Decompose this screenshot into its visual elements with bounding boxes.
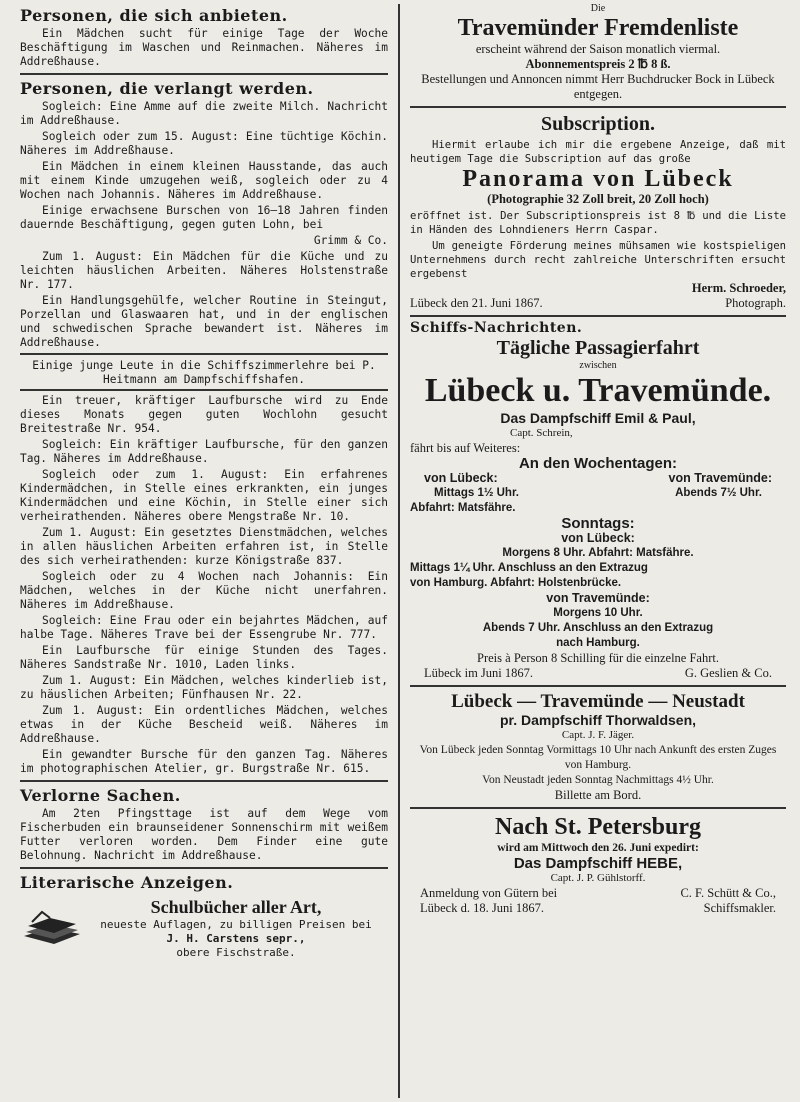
ad-text: Ein Handlungsgehülfe, welcher Routine in Steingut, Porzellan und Glaswaaren hat, und in der englischen und schwedischen Sprache bewandert ist. Näheres im Addreßhause. xyxy=(20,294,388,349)
hebe-steamer: Das Dampfschiff HEBE, xyxy=(513,855,683,872)
subscription-title: Subscription. xyxy=(541,113,655,135)
subscription-signature: Herm. Schroeder, xyxy=(691,281,786,295)
captain: Capt. Schrein, xyxy=(510,427,573,439)
sundays-heading: Sonntags: xyxy=(561,515,635,532)
sunday-midday-cont: von Hamburg. Abfahrt: Holstenbrücke. xyxy=(410,577,622,589)
petersburg-date: Lübeck d. 18. Juni 1867. xyxy=(420,901,544,915)
route-signature: G. Geslien & Co. xyxy=(684,666,772,680)
divider xyxy=(410,315,786,317)
divider xyxy=(20,867,388,869)
bookseller-line: neueste Auflagen, zu billigen Preisen bei xyxy=(100,918,372,931)
ad-text: Sogleich oder zu 4 Wochen nach Johannis: Ein Mädchen, welches in der Küche nicht unerfahren. Näheres im Addreßhause. xyxy=(20,570,388,611)
agent-name: C. F. Schütt & Co., xyxy=(680,886,776,900)
sunday-from-luebeck: von Lübeck: xyxy=(561,531,635,545)
right-column xyxy=(410,0,786,916)
divider xyxy=(410,807,786,809)
sunday-morning-2: Morgens 10 Uhr. xyxy=(553,607,643,619)
ad-text: Ein Laufbursche für einige Stunden des Tages. Näheres Sandstraße Nr. 1010, Laden links. xyxy=(20,644,388,671)
left-column xyxy=(20,0,388,960)
fremdenliste-line: erscheint während der Saison monatlich viermal. xyxy=(475,42,721,56)
ad-text: Sogleich: Eine Frau oder ein bejahrtes Mädchen, auf halbe Tage. Näheres Trave bei der Essengrube Nr. 777. xyxy=(20,614,388,641)
shipping-news-heading: Schiffs-Nachrichten. xyxy=(410,320,583,336)
thorwaldsen-line: Von Lübeck jeden Sonntag Vormittags 10 Uhr nach Ankunft des ersten Zuges von Hamburg. xyxy=(419,744,777,771)
thorwaldsen-tickets: Billette am Bord. xyxy=(554,788,642,802)
panorama-title: Panorama von Lübeck xyxy=(462,166,734,192)
divider xyxy=(20,780,388,782)
bookseller-title: Schulbücher aller Art, xyxy=(150,897,322,917)
ad-text: Zum 1. August: Ein Mädchen für die Küche und zu leichten häuslichen Arbeiten. Näheres Holstenstraße Nr. 177. xyxy=(20,250,388,291)
section-heading-literary: Literarische Anzeigen. xyxy=(20,873,234,892)
die-label: Die xyxy=(590,3,606,14)
agent-role: Schiffsmakler. xyxy=(703,901,776,915)
weekdays-heading: An den Wochentagen: xyxy=(518,455,678,472)
ad-text: Sogleich: Ein kräftiger Laufbursche, für den ganzen Tag. Näheres im Addreßhause. xyxy=(20,438,388,465)
sunday-evening: Abends 7 Uhr. Anschluss an den Extrazug xyxy=(482,622,714,634)
ad-text: Ein Mädchen in einem kleinen Hausstande, das auch mit einem Kinde umzugehen weiß, sogleich oder zu 4 Wochen nach Johannis. Näheres im Addreßhause. xyxy=(20,160,388,201)
thorwaldsen-line: Von Neustadt jeden Sonntag Nachmittags 4½ Uhr. xyxy=(482,774,714,786)
route-title: Lübeck u. Travemünde. xyxy=(424,372,772,409)
ad-signature: Grimm & Co. xyxy=(313,234,388,247)
book-icon xyxy=(20,906,84,950)
from-luebeck: von Lübeck: xyxy=(424,471,498,485)
thorwaldsen-steamer: pr. Dampfschiff Thorwaldsen, xyxy=(499,712,697,728)
sunday-from-travemuende: von Travemünde: xyxy=(546,591,650,605)
section-heading-wanted: Personen, die verlangt werden. xyxy=(20,79,314,98)
subscription-role: Photograph. xyxy=(725,296,786,310)
weekday-midday: Mittags 1½ Uhr. xyxy=(434,487,519,499)
divider xyxy=(20,73,388,75)
subscription-text: Hiermit erlaube ich mir die ergebene Anzeige, daß mit heutigem Tage die Subscription auf das große xyxy=(410,139,786,165)
sunday-midday: Mittags 1¼ Uhr. Anschluss an den Extrazug xyxy=(410,562,648,574)
freight-note: Anmeldung von Gütern bei xyxy=(420,886,558,900)
section-heading-offers: Personen, die sich anbieten. xyxy=(20,6,288,25)
divider xyxy=(410,685,786,687)
ad-text: Einige erwachsene Burschen von 16—18 Jahren finden dauernde Beschäftigung, gegen guten Lohn, bei xyxy=(20,204,388,231)
boxed-ad xyxy=(20,353,388,391)
column-divider xyxy=(398,4,400,1098)
sunday-morning: Morgens 8 Uhr. Abfahrt: Matsfähre. xyxy=(502,547,694,559)
fare: Preis à Person 8 Schilling für die einzelne Fahrt. xyxy=(477,651,719,665)
thorwaldsen-captain: Capt. J. F. Jäger. xyxy=(561,729,635,741)
section-heading-lost: Verlorne Sachen. xyxy=(20,786,181,805)
subscription-date: Lübeck den 21. Juni 1867. xyxy=(410,296,543,310)
fremdenliste-orders: Bestellungen und Annoncen nimmt Herr Buchdrucker Bock in Lübeck entgegen. xyxy=(421,72,775,101)
ad-text: Zum 1. August: Ein gesetztes Dienstmädchen, welches in allen häuslichen Arbeiten erfahren ist, in Stelle des sich verheirathenden: kurze Königstraße 837. xyxy=(20,526,388,567)
ad-text: Sogleich: Eine Amme auf die zweite Milch. Nachricht im Addreßhause. xyxy=(20,100,388,127)
ad-text: Ein gewandter Bursche für den ganzen Tag. Näheres im photographischen Atelier, gr. Burgstraße Nr. 615. xyxy=(20,748,388,775)
weekday-evening: Abends 7½ Uhr. xyxy=(675,487,762,499)
fremdenliste-title: Travemünder Fremdenliste xyxy=(457,15,739,41)
schedule-intro: fährt bis auf Weiteres: xyxy=(410,441,521,455)
ad-text: Sogleich oder zum 1. August: Ein erfahrenes Kindermädchen, in Stelle eines erkrankten, ein junges Kindermädchen und eine Köchin, in Stelle einer sich verheirathenden. Näheres obere Mengstraße Nr. 10. xyxy=(20,468,388,523)
hebe-captain: Capt. J. P. Gühlstorff. xyxy=(550,872,646,884)
fremdenliste-price: Abonnementspreis 2 ℔ 8 ß. xyxy=(525,57,671,71)
ad-text: Ein treuer, kräftiger Laufbursche wird zu Ende dieses Monats gegen guten Wochlohn gesucht Breitestraße Nr. 954. xyxy=(20,394,388,435)
bookseller-name: J. H. Carstens sepr., xyxy=(166,932,306,945)
divider xyxy=(410,106,786,108)
boxed-ad-text: Einige junge Leute in die Schiffszimmerlehre bei P. Heitmann am Dampfschiffshafen. xyxy=(32,359,376,386)
route-date: Lübeck im Juni 1867. xyxy=(424,666,534,680)
petersburg-title: Nach St. Petersburg xyxy=(495,814,701,840)
petersburg-line: wird am Mittwoch den 26. Juni expedirt: xyxy=(497,842,699,854)
weekday-departure: Abfahrt: Matsfähre. xyxy=(410,502,516,514)
subscription-text: eröffnet ist. Der Subscriptionspreis ist 8 ℔ und die Liste in Händen des Lohndieners Herrn Caspar. xyxy=(410,210,786,236)
neustadt-route-title: Lübeck — Travemünde — Neustadt xyxy=(451,691,745,712)
from-travemuende: von Travemünde: xyxy=(668,471,772,485)
ad-text: Sogleich oder zum 15. August: Eine tüchtige Köchin. Näheres im Addreßhause. xyxy=(20,130,388,157)
bookseller-address: obere Fischstraße. xyxy=(176,946,296,959)
sunday-evening-cont: nach Hamburg. xyxy=(556,637,640,649)
passenger-trip-title: Tägliche Passagierfahrt xyxy=(496,337,700,359)
steamer-name: Das Dampfschiff Emil & Paul, xyxy=(500,410,696,426)
ad-text: Am 2ten Pfingsttage ist auf dem Wege vom Fischerbuden ein braunseidener Sonnenschirm mit weißem Futter verloren worden. Dem Finder eine gute Belohnung. Nachricht im Addreßhause. xyxy=(20,807,388,862)
ad-text: Zum 1. August: Ein ordentliches Mädchen, welches etwas in der Küche Bescheid weiß. Näheres im Addreßhause. xyxy=(20,704,388,745)
subscription-text: Um geneigte Förderung meines mühsamen wie kostspieligen Unternehmens durch recht zahlreiche Unterschriften ersucht ergebenst xyxy=(410,240,786,280)
ad-text: Zum 1. August: Ein Mädchen, welches kinderlieb ist, zu häuslichen Arbeiten; Fünfhausen Nr. 22. xyxy=(20,674,388,701)
ad-text: Ein Mädchen sucht für einige Tage der Woche Beschäftigung im Waschen und Reinmachen. Näheres im Addreßhause. xyxy=(20,27,388,68)
panorama-size: (Photographie 32 Zoll breit, 20 Zoll hoch) xyxy=(487,192,709,206)
bookseller-ad xyxy=(20,896,388,960)
between-label: zwischen xyxy=(579,360,617,371)
